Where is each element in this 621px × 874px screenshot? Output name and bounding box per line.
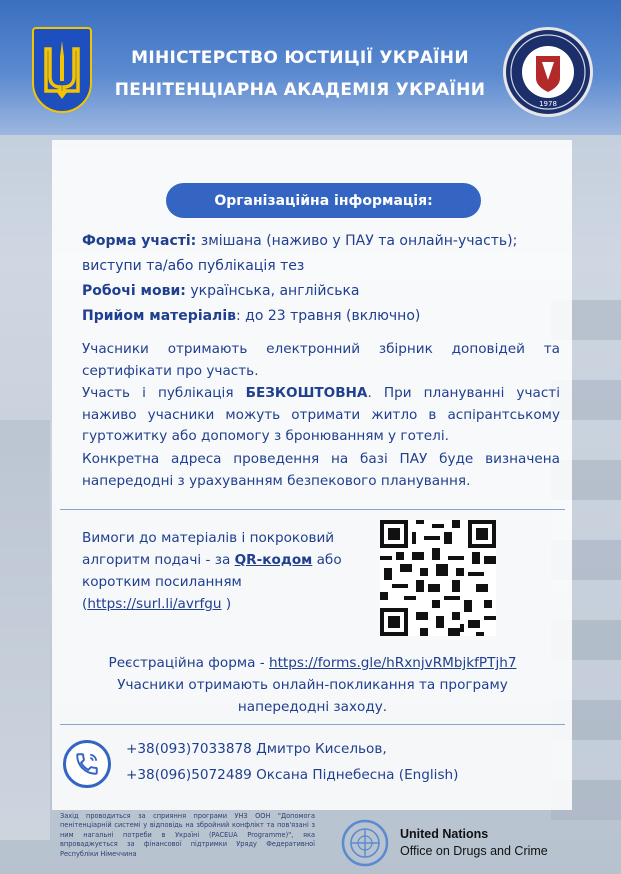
requirements-text <box>82 527 362 615</box>
ministry-title: МІНІСТЕРСТВО ЮСТИЦІЇ УКРАЇНИ <box>131 48 469 68</box>
registration-note-2: напередодні заходу. <box>237 699 388 715</box>
free-text-c: . При плануванні участі наживо учасники можуть отримати житло в аспірантському гуртожитку або допомогу з бронюванням у готелі. <box>82 385 560 444</box>
link-open-paren: ( <box>82 596 88 612</box>
contact-1: +38(093)7033878 Дмитро Кисельов, <box>126 741 387 757</box>
requirements-text-a: Вимоги до матеріалів і покроковий алгоритм подачі - за <box>82 530 335 568</box>
participation-form-label: Форма участі: <box>82 233 197 249</box>
un-emblem-icon <box>340 818 390 868</box>
contact-2: +38(096)5072489 Оксана Піднебесна (English) <box>126 767 459 783</box>
academy-seal-icon <box>503 27 593 117</box>
qr-code-icon[interactable] <box>380 520 496 636</box>
free-text-a: Участь і публікація <box>82 385 246 401</box>
participation-form-value-2: виступи та/або публікація тез <box>82 258 305 274</box>
working-languages <box>82 283 359 299</box>
requirements-text-b: або коротким посиланням <box>82 552 342 590</box>
qr-code-label: QR-кодом <box>234 552 313 568</box>
registration-link[interactable]: https://forms.gle/hRxnjvRMbjkfPTjh7 <box>268 655 517 671</box>
unodc-name <box>400 826 548 860</box>
unodc-line1: United Nations <box>400 827 489 841</box>
registration-line <box>60 652 565 674</box>
section-title: Організаційна інформація: <box>166 183 481 218</box>
background-building-left <box>0 420 50 840</box>
seal-year: 1978 <box>539 100 557 108</box>
free-text-highlight: БЕЗКОШТОВНА <box>245 385 368 401</box>
trident-emblem-icon <box>32 27 92 113</box>
registration-note-1: Учасники отримають онлайн-покликання та програму <box>117 677 508 693</box>
short-link[interactable]: https://surl.li/avrfgu <box>87 596 222 612</box>
paragraph-venue: Конкретна адреса проведення на базі ПАУ буде визначена напередодні з урахуванням безпекового планування. <box>82 451 560 489</box>
working-languages-label: Робочі мови: <box>82 283 186 299</box>
paragraph-certificates: Учасники отримають електронний збірник доповідей та сертифікати про участь. <box>82 341 560 379</box>
phone-icon <box>63 740 111 788</box>
submission-deadline <box>82 308 420 324</box>
registration-label: Реєстраційна форма - <box>108 655 269 671</box>
divider-top <box>60 509 565 510</box>
academy-title: ПЕНІТЕНЦІАРНА АКАДЕМІЯ УКРАЇНИ <box>114 80 486 100</box>
participation-form <box>82 233 517 249</box>
divider-bottom <box>60 724 565 725</box>
unodc-line2: Office on Drugs and Crime <box>400 844 548 858</box>
paragraph-free-participation <box>82 383 560 448</box>
link-close-paren: ) <box>221 596 232 612</box>
submission-deadline-label: Прийом матеріалів <box>82 308 236 324</box>
working-languages-value: українська, англійська <box>185 283 360 299</box>
funding-note: Захід проводиться за сприяння програми УНЗ ООН "Допомога пенітенціарній системі у відповідь на збройний конфлікт та пов'язані з ним нагальні потреби в Україні (PACEUA Programme)", яка впроваджується за фінансової підтримки Уряду Федеративної Республіки Німеччина <box>60 812 315 858</box>
submission-deadline-value: : до 23 травня (включно) <box>235 308 421 324</box>
participation-form-value: змішана (наживо у ПАУ та онлайн-участь); <box>196 233 518 249</box>
